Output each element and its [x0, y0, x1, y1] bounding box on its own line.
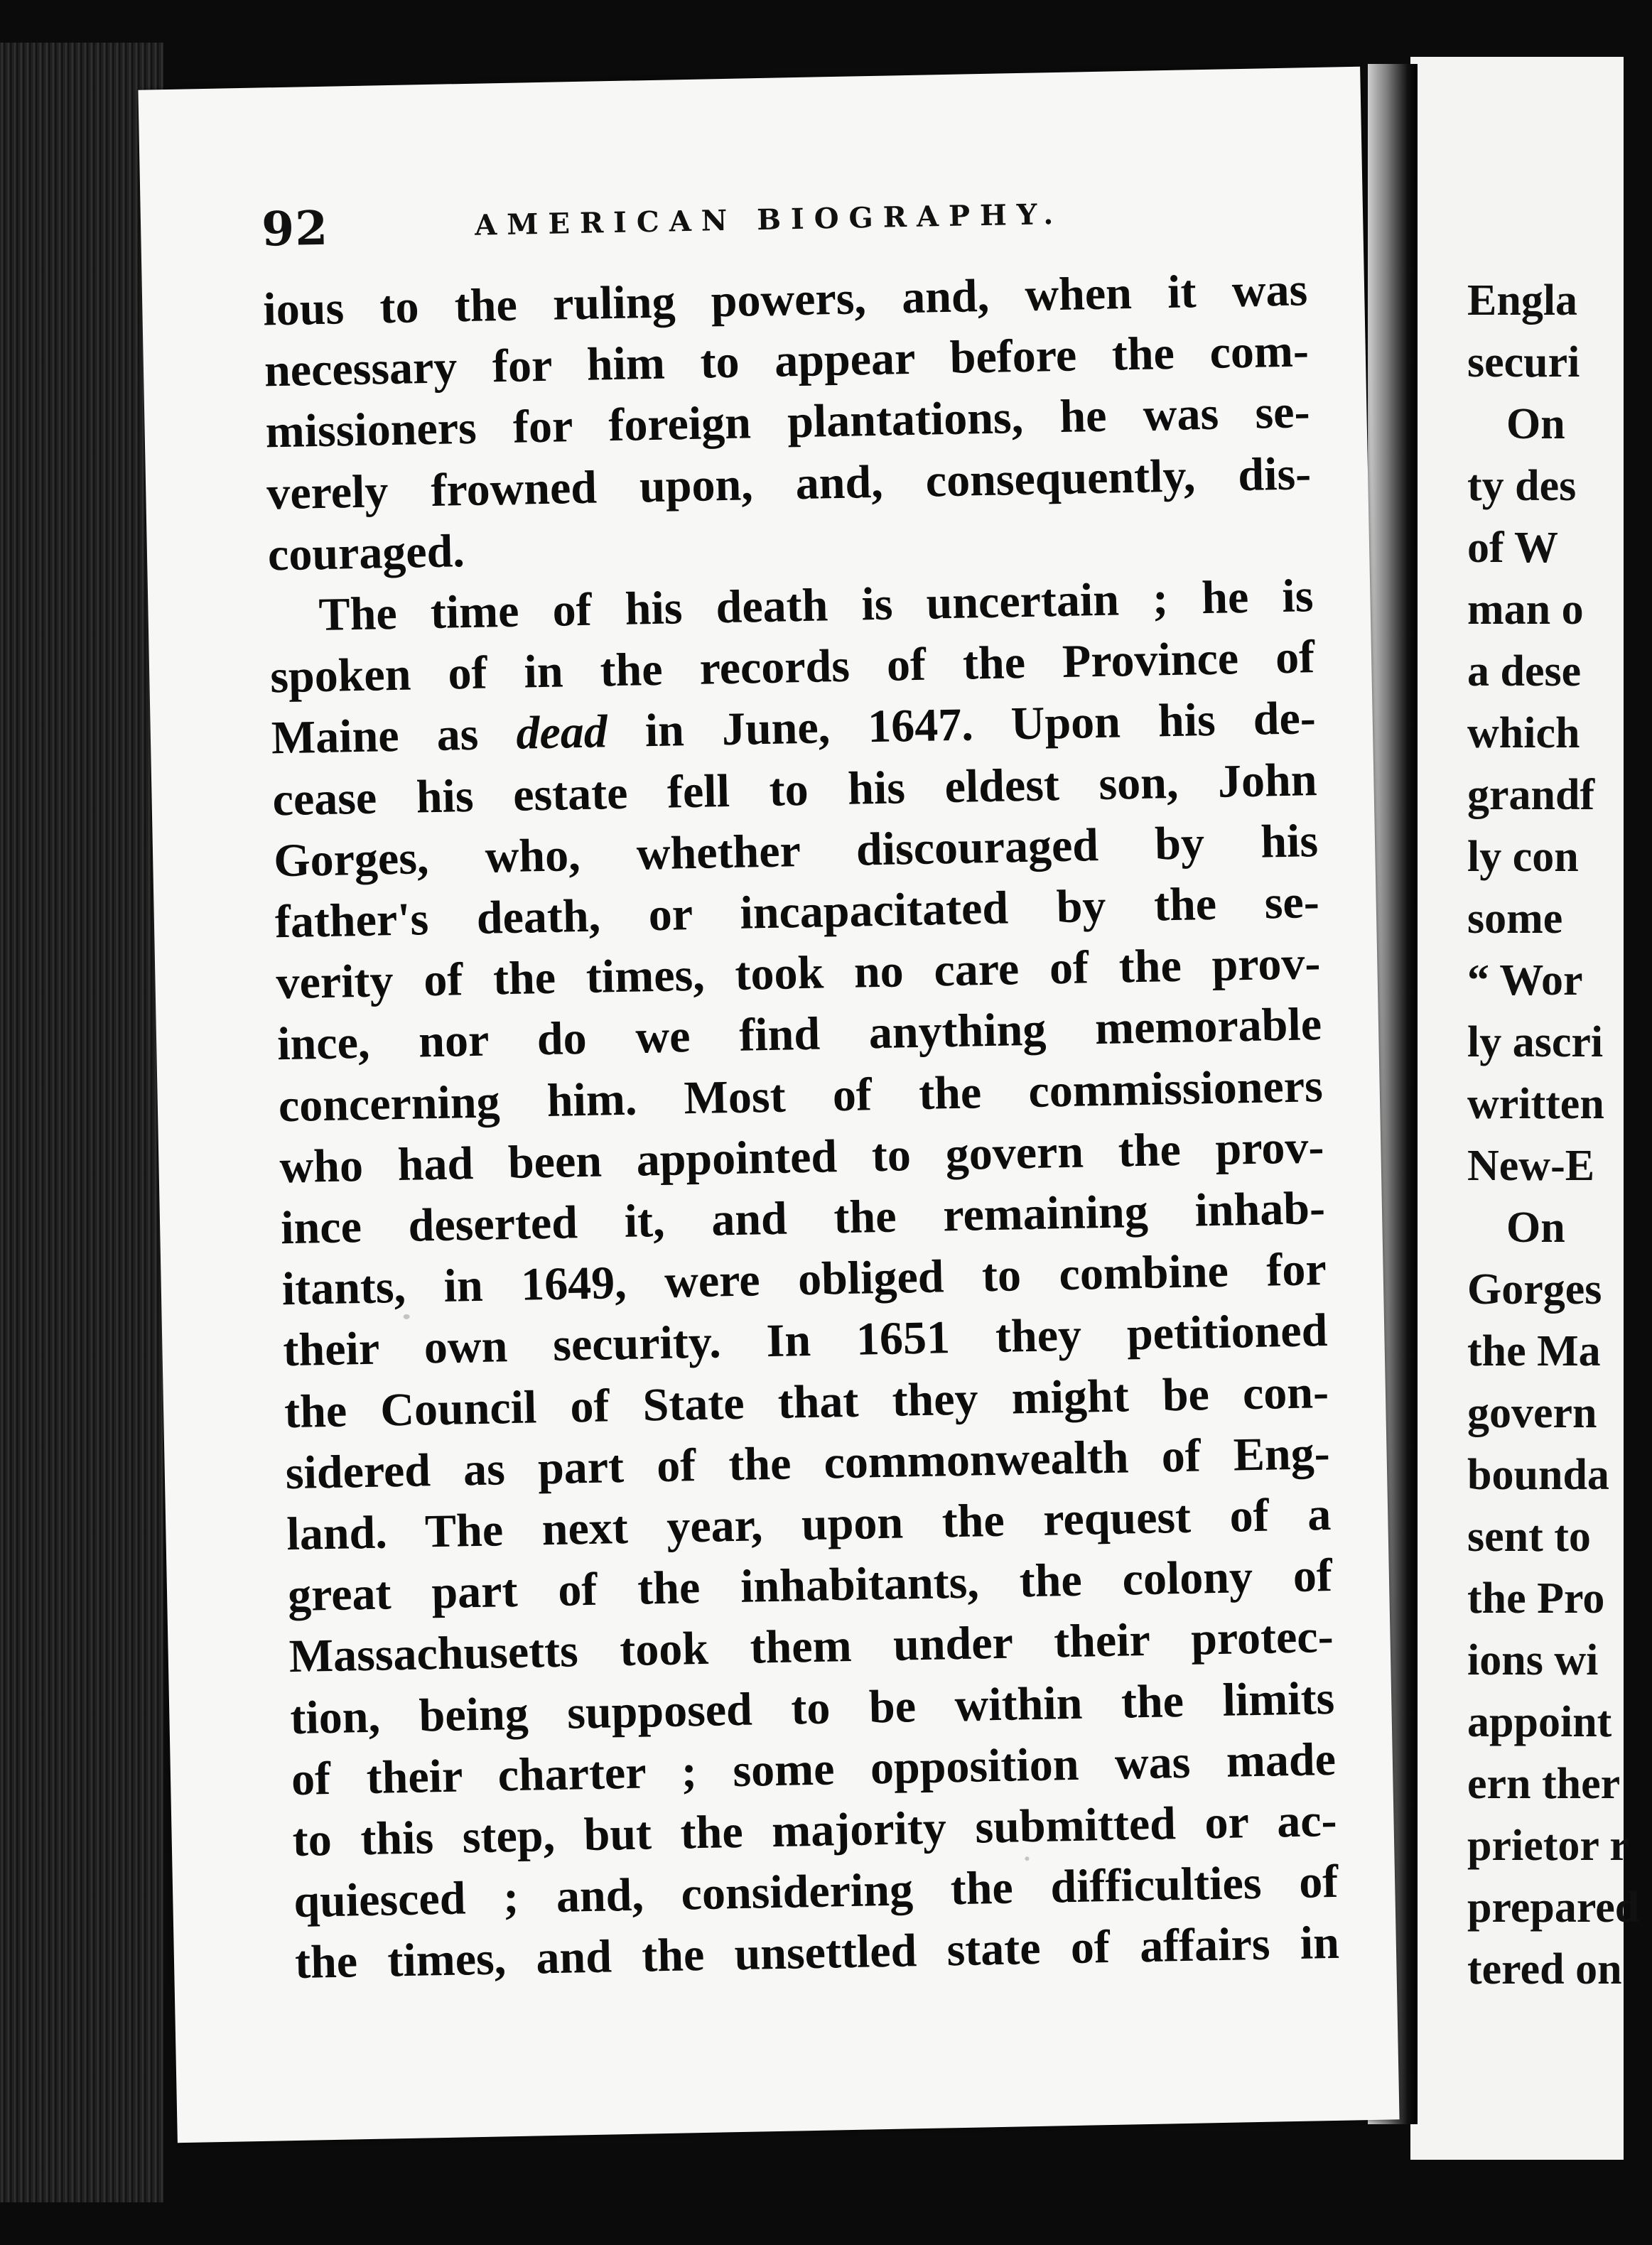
- paragraph-first-line: The time of his death is uncertain ; he is: [318, 570, 1314, 642]
- text-line: land. The next year, upon the request of a: [286, 1488, 1332, 1561]
- running-title: AMERICAN BIOGRAPHY.: [474, 197, 1064, 242]
- right-page-text-fragment: govern: [1467, 1389, 1597, 1437]
- body-text: [263, 259, 1340, 1994]
- right-page-text-fragment: the Ma: [1467, 1327, 1601, 1375]
- text-line: their own security. In 1651 they petitioned: [282, 1304, 1328, 1377]
- text-line: concerning him. Most of the commissioners: [278, 1059, 1324, 1132]
- right-page-text-fragment: which: [1467, 709, 1580, 757]
- page-number: 92: [261, 200, 329, 257]
- right-page-text-fragment: some: [1467, 894, 1563, 943]
- text-line: ince deserted it, and the remaining inhab-: [280, 1182, 1326, 1255]
- right-page-text-fragment: sent to: [1467, 1513, 1591, 1561]
- right-page-text-fragment: the Pro: [1467, 1574, 1605, 1623]
- text-line: of their charter ; some opposition was made: [291, 1733, 1337, 1805]
- right-page-text-fragment: appoint: [1467, 1698, 1612, 1746]
- text-line: Gorges, who, whether discouraged by his: [273, 814, 1319, 887]
- right-page-text-fragment: ern ther: [1467, 1760, 1621, 1808]
- text-line: to this step, but the majority submitted or ac-: [292, 1794, 1338, 1867]
- text-line: sidered as part of the commonwealth of Eng-: [285, 1427, 1331, 1500]
- text-line: necessary for him to appear before the com-: [264, 325, 1310, 397]
- right-page-text-fragment: New-E: [1467, 1142, 1595, 1190]
- right-page-text-fragment: bounda: [1467, 1451, 1609, 1499]
- text-line: spoken of in the records of the Province of: [269, 631, 1315, 703]
- right-page-text-fragment: Gorges: [1467, 1265, 1602, 1314]
- italic-line-after: in June, 1647. Upon his de-: [607, 692, 1317, 758]
- right-page-text-fragment: ty des: [1467, 462, 1577, 510]
- text-line: great part of the inhabitants, the colony of: [287, 1549, 1333, 1622]
- right-page-text-fragment: securi: [1467, 338, 1580, 386]
- italic-line-before: Maine as: [271, 708, 517, 764]
- right-page-text-fragment: written: [1467, 1080, 1604, 1128]
- right-page-text-fragment: grandf: [1467, 771, 1595, 819]
- right-page: [1410, 57, 1640, 2160]
- text-line: verity of the times, took no care of the prov-: [275, 937, 1322, 1010]
- right-page-text: [1467, 270, 1652, 2001]
- left-page-content: [261, 167, 1340, 1994]
- text-line: verely frowned upon, and, consequently, dis-: [266, 447, 1312, 520]
- right-page-text-fragment: On: [1506, 400, 1565, 448]
- right-page-text-fragment: prietor r: [1467, 1822, 1629, 1870]
- text-line: the Council of State that they might be con-: [284, 1365, 1329, 1438]
- text-line: who had been appointed to govern the prov-: [279, 1120, 1324, 1194]
- text-line: cease his estate fell to his eldest son, John: [271, 753, 1318, 826]
- right-page-text-fragment: On: [1506, 1203, 1565, 1252]
- text-line: tion, being supposed to be within the limits: [289, 1672, 1335, 1744]
- right-page-text-fragment: “ Wor: [1467, 956, 1583, 1005]
- text-line: father's death, or incapacitated by the se-: [274, 876, 1320, 948]
- book-page-edges: [0, 43, 163, 2202]
- text-line: Massachusetts took them under their protec-: [288, 1611, 1334, 1683]
- left-page: [138, 67, 1399, 2143]
- right-page-text-fragment: ions wi: [1467, 1636, 1599, 1684]
- text-line: missioners for foreign plantations, he was se-: [264, 386, 1311, 458]
- text-line: couraged.: [267, 524, 465, 581]
- right-page-text-fragment: ly ascri: [1467, 1018, 1604, 1066]
- text-line: quiesced ; and, considering the difficulties of: [293, 1856, 1339, 1928]
- right-page-text-fragment: of W: [1467, 524, 1559, 572]
- text-line: itants, in 1649, were obliged to combine for: [281, 1243, 1327, 1316]
- italic-word: dead: [515, 705, 608, 760]
- text-line: ince, nor do we find anything memorable: [276, 998, 1322, 1071]
- right-page-text-fragment: man o: [1467, 585, 1584, 634]
- right-page-text-fragment: tered on: [1467, 1945, 1622, 1994]
- right-page-text-fragment: prepared: [1467, 1883, 1640, 1932]
- right-page-text-fragment: a dese: [1467, 647, 1582, 696]
- right-page-text-fragment: ly con: [1467, 833, 1579, 881]
- text-line: the times, and the unsettled state of affairs in: [294, 1917, 1340, 1989]
- text-line: ious to the ruling powers, and, when it was: [262, 264, 1308, 336]
- right-page-text-fragment: Engla: [1467, 276, 1578, 325]
